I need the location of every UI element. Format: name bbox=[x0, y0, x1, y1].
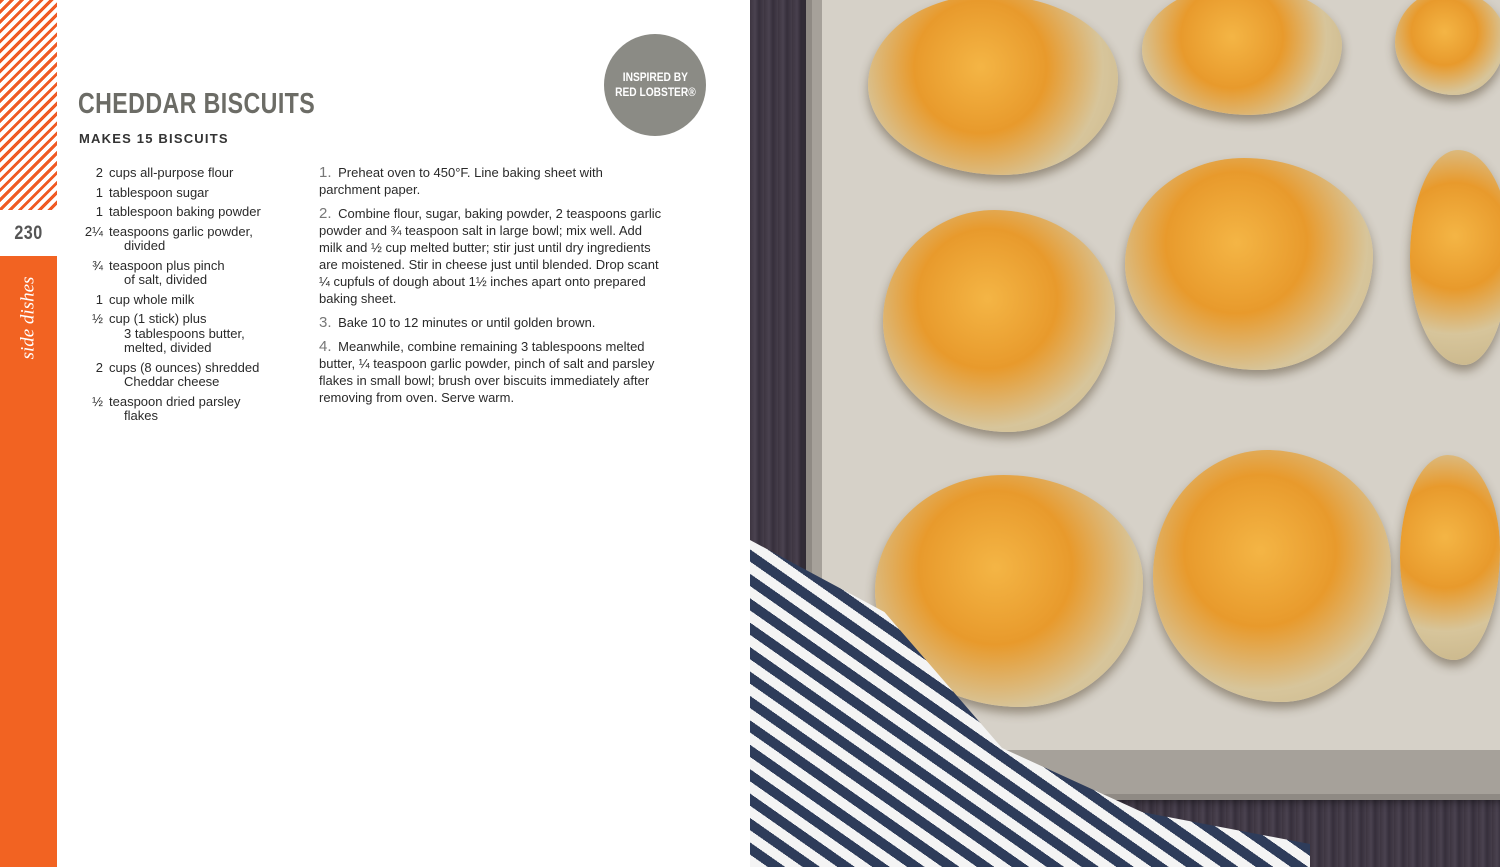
ingredient-qty: ¾ bbox=[92, 257, 103, 273]
ingredient-text-cont: melted, divided bbox=[124, 340, 212, 355]
ingredient-qty: 1 bbox=[95, 184, 103, 200]
ingredient-qty: 2 bbox=[95, 359, 103, 375]
ingredient-item bbox=[80, 259, 295, 288]
ingredient-text-cont: 3 tablespoons butter, bbox=[124, 325, 245, 341]
step-number: 2. bbox=[319, 205, 332, 222]
section-label bbox=[12, 268, 44, 368]
inspired-by-badge bbox=[604, 34, 706, 136]
ingredient-list bbox=[80, 166, 295, 429]
step-number: 1. bbox=[319, 164, 332, 181]
ingredient-qty: ½ bbox=[92, 311, 103, 326]
direction-step bbox=[319, 314, 664, 331]
ingredient-item bbox=[80, 361, 295, 390]
ingredient-text-cont: divided bbox=[124, 238, 166, 253]
step-text: Meanwhile, combine remaining 3 tablespoons melted butter, ¼ teaspoon garlic powder, pinch of salt and parsley flakes in small bowl; brush over biscuits immediately after removing from oven. Serve warm. bbox=[319, 339, 655, 405]
ingredient-qty: 2 bbox=[95, 165, 103, 180]
ingredient-text: teaspoon dried parsley bbox=[109, 393, 241, 409]
ingredient-item bbox=[80, 312, 295, 356]
step-text: Bake 10 to 12 minutes or until golden brown. bbox=[338, 315, 596, 330]
step-text: Combine flour, sugar, baking powder, 2 teaspoons garlic powder and ¾ teaspoon salt in large bowl; mix well. Add milk and ½ cup melted butter; stir just until dry ingredients are moistened. Stir in cheese just until blended. Drop scant ¼ cupfuls of dough about 1½ inches apart onto prepared baking sheet. bbox=[319, 206, 662, 306]
ingredient-text: tablespoon sugar bbox=[109, 184, 209, 200]
step-text: Preheat oven to 450°F. Line baking sheet with parchment paper. bbox=[319, 165, 603, 197]
ingredient-text-cont: flakes bbox=[124, 408, 158, 423]
ingredient-text: tablespoon baking powder bbox=[109, 204, 261, 219]
ingredient-item bbox=[80, 395, 295, 424]
recipe-photo bbox=[750, 0, 1500, 867]
ingredient-text: teaspoon plus pinch bbox=[109, 257, 225, 273]
ingredient-text-cont: Cheddar cheese bbox=[124, 374, 220, 389]
ingredient-text: cups all-purpose flour bbox=[109, 165, 234, 180]
ingredient-text: cup whole milk bbox=[109, 291, 195, 307]
recipe-title: CHEDDAR BISCUITS bbox=[78, 88, 316, 120]
ingredient-item bbox=[80, 205, 295, 220]
section-label-text: side dishes bbox=[17, 276, 39, 360]
ingredient-qty: 1 bbox=[95, 204, 103, 219]
ingredient-item bbox=[80, 186, 295, 201]
page-number: 230 bbox=[14, 223, 43, 244]
ingredient-item bbox=[80, 293, 295, 308]
ingredient-text: cups (8 ounces) shredded bbox=[109, 359, 260, 375]
badge-line-2: RED LOBSTER® bbox=[614, 85, 696, 99]
ingredient-qty: 2¼ bbox=[84, 223, 103, 239]
ingredient-qty: ½ bbox=[92, 393, 103, 409]
ingredient-text: cup (1 stick) plus bbox=[109, 311, 207, 326]
step-number: 4. bbox=[319, 338, 332, 355]
ingredient-item bbox=[80, 166, 295, 181]
ingredient-qty: 1 bbox=[95, 291, 103, 307]
ingredient-item bbox=[80, 225, 295, 254]
ingredient-text-cont: of salt, divided bbox=[124, 272, 208, 287]
step-number: 3. bbox=[319, 314, 332, 331]
recipe-yield: MAKES 15 BISCUITS bbox=[79, 131, 229, 146]
direction-step bbox=[319, 164, 664, 198]
directions bbox=[319, 164, 664, 413]
badge-line-1: INSPIRED BY bbox=[622, 70, 688, 84]
ingredient-text: teaspoons garlic powder, bbox=[109, 223, 253, 239]
direction-step bbox=[319, 205, 664, 307]
direction-step bbox=[319, 338, 664, 406]
striped-tab-decoration bbox=[0, 0, 57, 210]
biscuit bbox=[1400, 455, 1500, 660]
